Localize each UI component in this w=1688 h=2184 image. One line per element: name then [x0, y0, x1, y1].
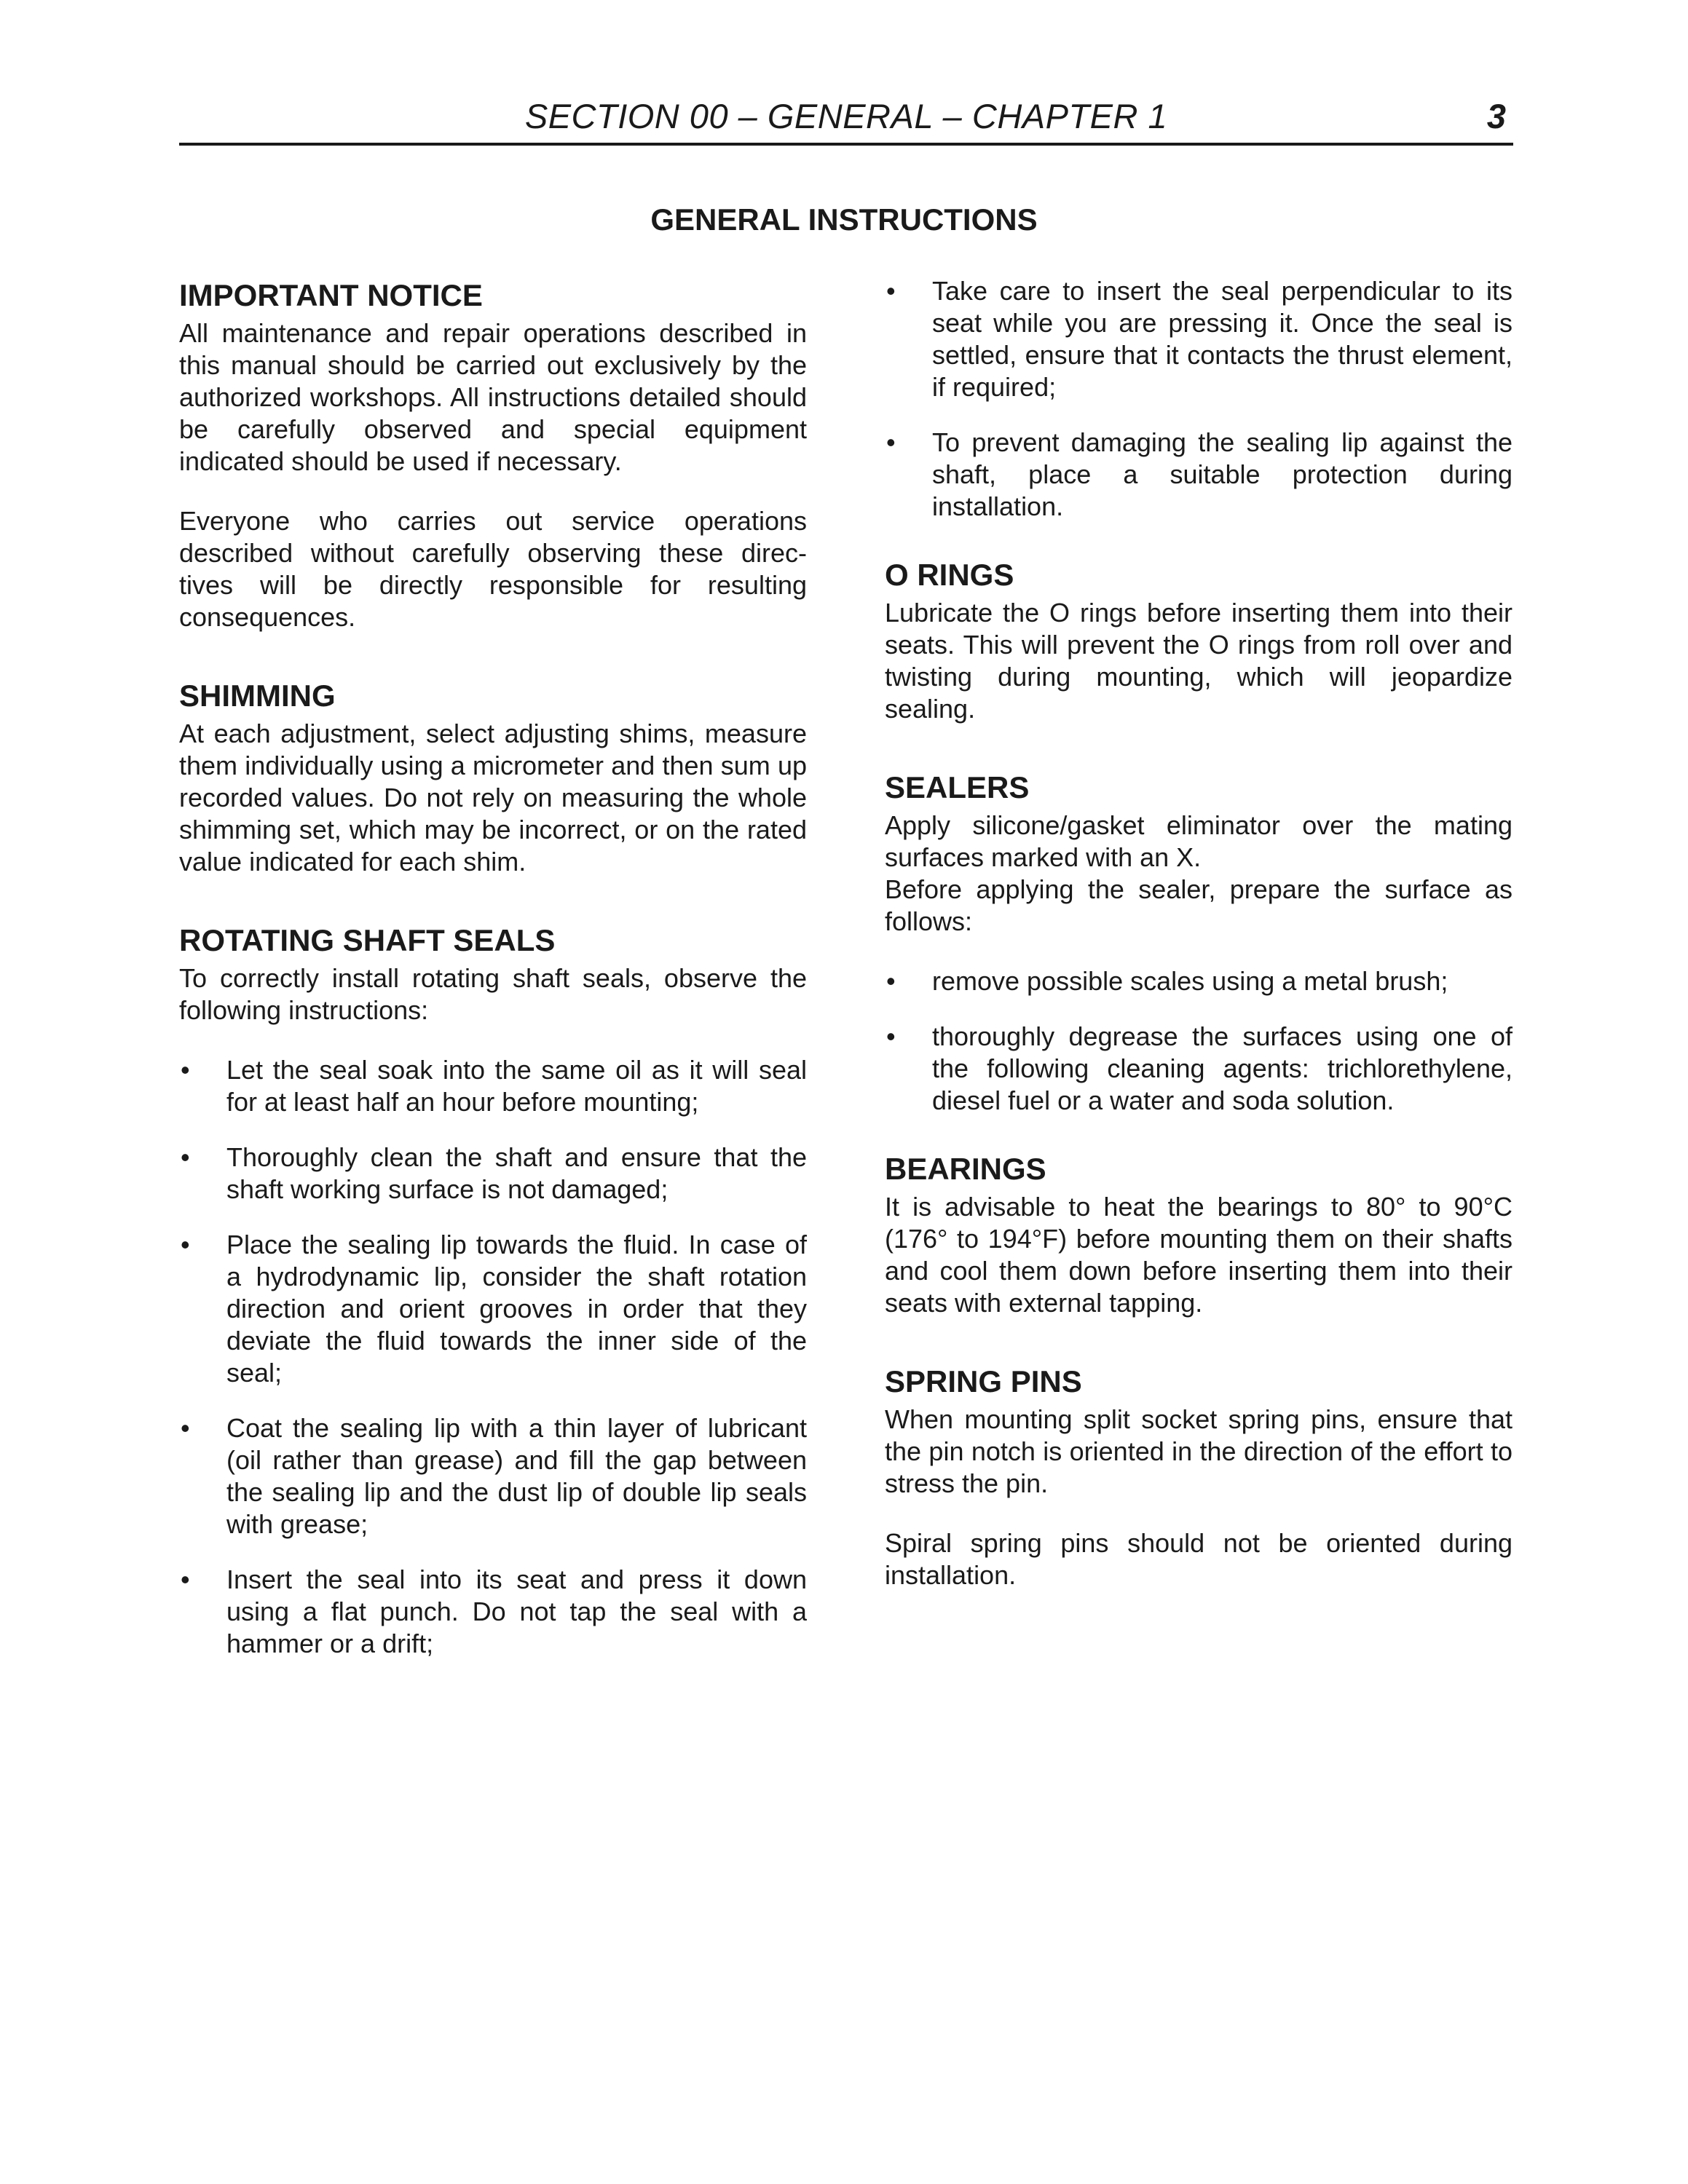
section-sealers	[885, 767, 1513, 1117]
list-item	[885, 965, 1513, 997]
paragraph: When mounting split socket spring pins, ensure that the pin notch is oriented in the direction of the effort to stress the pin.	[885, 1404, 1513, 1498]
bullet-icon: •	[181, 1142, 190, 1172]
paragraph: All maintenance and repair operations described in this manual should be carried out exclusively by the authorized workshops. All instructions detailed should be carefully observed and special equipment indicated should be used if necessary.	[179, 318, 807, 476]
paragraph: Apply silicone/gasket eliminator over the mating surfaces marked with an X.	[885, 810, 1513, 872]
heading-o-rings: O RINGS	[885, 558, 1014, 592]
list-item-text: Insert the seal into its seat and press it down using a flat punch. Do not tap the seal with a hammer or a drift;	[226, 1564, 807, 1658]
list-item	[885, 1021, 1513, 1117]
section-rotating-shaft-seals	[179, 920, 807, 1660]
bullet-icon: •	[886, 1021, 896, 1051]
heading-bearings: BEARINGS	[885, 1152, 1046, 1186]
running-header	[179, 86, 1513, 146]
paragraph: Before applying the sealer, prepare the surface as follows:	[885, 874, 1513, 936]
right-column	[885, 275, 1513, 1634]
heading-shimming: SHIMMING	[179, 678, 336, 713]
bullet-list	[885, 275, 1513, 523]
bullet-icon: •	[181, 1055, 190, 1085]
heading-sealers: SEALERS	[885, 770, 1030, 804]
list-item-text: Thoroughly clean the shaft and ensure that the shaft working surface is not damaged;	[226, 1142, 807, 1204]
list-item-text: thoroughly degrease the surfaces using one of the following cleaning agents: trichlorethylene, diesel fuel or a water and soda solution.	[932, 1021, 1513, 1115]
heading-rotating-shaft-seals: ROTATING SHAFT SEALS	[179, 923, 556, 957]
list-item	[885, 427, 1513, 523]
list-item	[179, 1564, 807, 1660]
bullet-icon: •	[886, 427, 896, 457]
section-spring-pins	[885, 1361, 1513, 1591]
list-item-text: Place the sealing lip towards the fluid. In case of a hydrodynamic lip, consider the shaft rotation direction and orient grooves in order that they deviate the fluid towards the inner side of the seal;	[226, 1230, 807, 1388]
bullet-icon: •	[181, 1230, 190, 1259]
list-item	[179, 1229, 807, 1389]
list-item	[179, 1412, 807, 1540]
section-rotating-shaft-seals-continued	[885, 275, 1513, 523]
section-o-rings	[885, 555, 1513, 725]
heading-important-notice: IMPORTANT NOTICE	[179, 278, 483, 312]
paragraph: At each adjustment, select adjusting shims, measure them individually using a micrometer and then sum up recorded values. Do not rely on measuring the whole shimming set, which may be incorrect, or on the rated value indicated for each shim.	[179, 719, 807, 877]
bullet-icon: •	[181, 1413, 190, 1443]
left-column	[179, 275, 807, 1702]
paragraph: Spiral spring pins should not be oriented during installation.	[885, 1528, 1513, 1590]
section-bearings	[885, 1149, 1513, 1319]
list-item	[179, 1054, 807, 1118]
paragraph: It is advisable to heat the bearings to 80° to 90°C (176° to 194°F) before mounting them on their shafts and cool them down before inserting them into their seats with external tapping.	[885, 1192, 1513, 1318]
list-item	[885, 275, 1513, 403]
list-item-text: Coat the sealing lip with a thin layer of lubricant (oil rather than grease) and fill the gap between the sealing lip and the dust lip of double lip seals with grease;	[226, 1413, 807, 1539]
list-item-text: To prevent damaging the sealing lip against the shaft, place a suitable protection during installation.	[932, 427, 1513, 521]
list-item-text: Let the seal soak into the same oil as it will seal for at least half an hour before mounting;	[226, 1055, 807, 1117]
bullet-icon: •	[886, 966, 896, 996]
list-item	[179, 1142, 807, 1206]
paragraph: To correctly install rotating shaft seals, observe the following instructions:	[179, 963, 807, 1025]
paragraph: Lubricate the O rings before inserting them into their seats. This will prevent the O rings from roll over and twisting during mounting, which will jeopardize sealing.	[885, 598, 1513, 724]
page-title: GENERAL INSTRUCTIONS	[650, 202, 1038, 237]
bullet-icon: •	[886, 276, 896, 306]
bullet-icon: •	[181, 1564, 190, 1594]
bullet-list	[885, 965, 1513, 1117]
paragraph: Everyone who carries out service operations described without carefully observing these direc-tives will be directly responsible for resulting consequences.	[179, 506, 807, 632]
section-important-notice	[179, 275, 807, 633]
bullet-list	[179, 1054, 807, 1660]
section-chapter-title: SECTION 00 – GENERAL – CHAPTER 1	[524, 97, 1168, 135]
section-shimming	[179, 676, 807, 878]
list-item-text: Take care to insert the seal perpendicular to its seat while you are pressing it. Once the seal is settled, ensure that it contacts the thrust element, if required;	[932, 276, 1513, 402]
heading-spring-pins: SPRING PINS	[885, 1364, 1082, 1398]
page-number: 3	[1486, 97, 1506, 135]
list-item-text: remove possible scales using a metal brush;	[932, 966, 1448, 996]
